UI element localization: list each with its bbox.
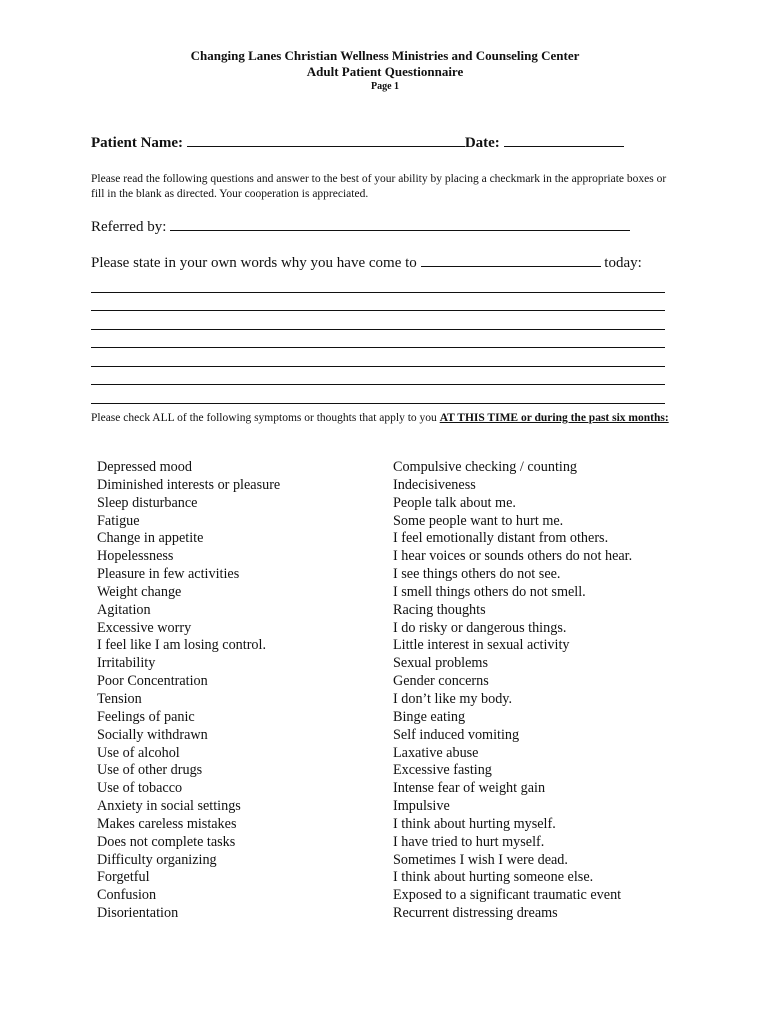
reason-row [91, 254, 642, 272]
symptom-item[interactable]: Use of tobacco [97, 780, 183, 797]
referred-field[interactable] [170, 218, 630, 231]
symptom-item[interactable]: I don’t like my body. [393, 690, 513, 707]
symptom-item[interactable]: Confusion [97, 887, 157, 904]
reason-prefix: Please state in your own words why you have come to [91, 255, 417, 271]
symptom-item[interactable]: Impulsive [393, 798, 450, 815]
symptom-item[interactable]: Irritability [97, 655, 156, 672]
symptom-item[interactable]: Poor Concentration [97, 673, 208, 690]
symptom-item[interactable]: Pleasure in few activities [97, 566, 240, 583]
symptom-item[interactable]: Forgetful [97, 869, 150, 886]
symptom-item[interactable]: Some people want to hurt me. [393, 512, 564, 529]
symptom-item[interactable]: Self induced vomiting [393, 726, 520, 743]
symptom-instructions-text: Please check ALL of the following symptoms or thoughts that apply to you [91, 412, 437, 424]
symptom-item[interactable]: Feelings of panic [97, 708, 195, 725]
date-label: Date: [464, 135, 500, 151]
symptom-item[interactable]: Diminished interests or pleasure [97, 476, 281, 493]
symptom-item[interactable]: Hopelessness [97, 548, 174, 565]
document-title: Adult Patient Questionnaire [306, 64, 464, 79]
symptom-item[interactable]: Does not complete tasks [97, 833, 236, 850]
symptom-item[interactable]: Recurrent distressing dreams [393, 905, 558, 922]
symptom-item[interactable]: I smell things others do not smell. [393, 583, 586, 600]
date-field[interactable] [504, 134, 624, 147]
page-number: Page 1 [370, 81, 400, 92]
symptom-instructions [91, 411, 671, 426]
answer-line[interactable] [91, 385, 665, 404]
symptom-item[interactable]: Agitation [97, 601, 151, 618]
form-instructions: Please read the following questions and answer to the best of your ability by placing a checkmark in the appropriate boxes or fill in the blank as directed. Your cooperation is appreciated. [91, 173, 667, 200]
symptom-item[interactable]: Excessive worry [97, 619, 192, 636]
symptom-item[interactable]: Exposed to a significant traumatic event [393, 887, 622, 904]
symptom-item[interactable]: Binge eating [393, 708, 466, 725]
symptom-item[interactable]: Excessive fasting [393, 762, 492, 779]
patient-name-field[interactable] [187, 134, 465, 147]
symptom-item[interactable]: Sexual problems [393, 655, 488, 672]
symptom-item[interactable]: Fatigue [97, 512, 140, 529]
symptom-item[interactable]: Racing thoughts [393, 601, 486, 618]
symptom-item[interactable]: Intense fear of weight gain [393, 780, 546, 797]
patient-name-label: Patient Name: [91, 135, 184, 151]
referred-row [91, 218, 630, 236]
symptom-item[interactable]: Socially withdrawn [97, 726, 208, 743]
document-header [0, 48, 770, 94]
answer-line[interactable] [91, 311, 665, 330]
symptom-item[interactable]: Little interest in sexual activity [393, 637, 570, 654]
answer-line[interactable] [91, 293, 665, 312]
symptom-item[interactable]: I feel like I am losing control. [97, 637, 267, 654]
symptom-list-left [97, 459, 280, 923]
symptom-instructions-emphasis: AT THIS TIME or during the past six months: [439, 412, 669, 424]
symptom-item[interactable]: Anxiety in social settings [97, 798, 241, 815]
symptom-item[interactable]: Difficulty organizing [97, 851, 217, 868]
symptom-item[interactable]: Makes careless mistakes [97, 815, 237, 832]
symptom-item[interactable]: I think about hurting someone else. [393, 869, 594, 886]
symptom-item[interactable]: Laxative abuse [393, 744, 479, 761]
answer-line[interactable] [91, 330, 665, 349]
symptom-item[interactable]: People talk about me. [393, 494, 516, 511]
reason-place-field[interactable] [421, 254, 601, 267]
symptom-item[interactable]: I have tried to hurt myself. [393, 833, 545, 850]
symptom-item[interactable]: I feel emotionally distant from others. [393, 530, 609, 547]
symptom-item[interactable]: Disorientation [97, 905, 179, 922]
symptom-item[interactable]: Use of other drugs [97, 762, 203, 779]
symptom-item[interactable]: Depressed mood [97, 459, 192, 475]
reason-suffix: today: [604, 255, 642, 271]
symptom-item[interactable]: I see things others do not see. [393, 566, 561, 583]
symptom-item[interactable]: Sleep disturbance [97, 494, 198, 511]
answer-line[interactable] [91, 274, 665, 293]
symptom-item[interactable]: Gender concerns [393, 673, 489, 690]
referred-label: Referred by: [91, 219, 167, 235]
symptom-item[interactable]: I do risky or dangerous things. [393, 619, 567, 636]
symptom-item[interactable]: Sometimes I wish I were dead. [393, 851, 568, 868]
symptom-item[interactable]: Change in appetite [97, 530, 204, 547]
symptom-item[interactable]: I hear voices or sounds others do not hear. [393, 548, 633, 565]
symptom-list-right [393, 459, 632, 923]
symptom-item[interactable]: Weight change [97, 583, 182, 600]
reason-answer-lines[interactable] [91, 274, 665, 404]
symptom-item[interactable]: Use of alcohol [97, 744, 180, 761]
symptom-item[interactable]: Compulsive checking / counting [393, 459, 578, 475]
symptom-item[interactable]: Tension [97, 690, 142, 707]
answer-line[interactable] [91, 348, 665, 367]
organization-name: Changing Lanes Christian Wellness Ministries and Counseling Center [190, 48, 580, 63]
answer-line[interactable] [91, 367, 665, 386]
symptom-item[interactable]: Indecisiveness [393, 476, 476, 493]
symptom-item[interactable]: I think about hurting myself. [393, 815, 556, 832]
patient-info-row [91, 134, 624, 152]
